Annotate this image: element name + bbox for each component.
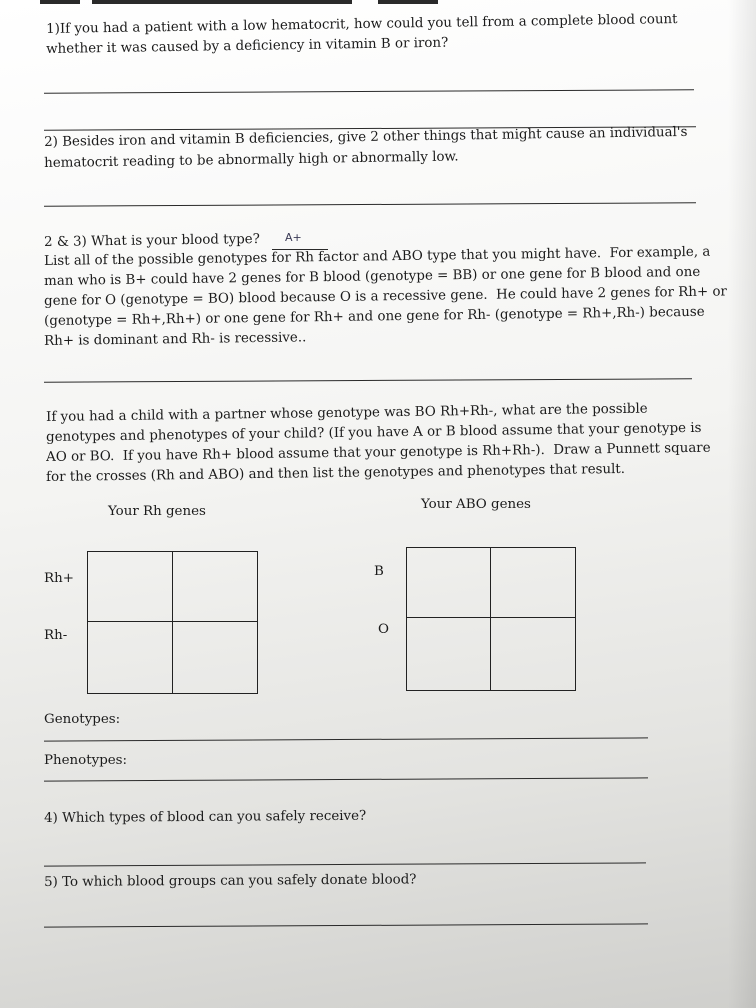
q3-line-4: (genotype = Rh+,Rh+) or one gene for Rh+ and one gene for Rh- (genotype = Rh+,Rh-) because — [44, 304, 705, 329]
punnett-line-4: for the crosses (Rh and ABO) and then list the genotypes and phenotypes that result. — [46, 461, 626, 485]
q3-line-3: gene for O (genotype = BO) blood because O is a recessive gene. He could have 2 genes for Rh+ or — [44, 284, 727, 309]
q2-answer-line[interactable] — [44, 202, 696, 206]
q5-answer-line[interactable] — [44, 923, 648, 927]
q3-line-5: Rh+ is dominant and Rh- is recessive.. — [44, 330, 307, 349]
abo-row-label-b: B — [374, 564, 384, 579]
q1-answer-line[interactable] — [44, 89, 694, 93]
top-header-remnant — [0, 0, 756, 6]
q3-line-1: List all of the possible genotypes for Rh factor and ABO type that you might have. For example, a — [44, 244, 711, 269]
genotypes-label: Genotypes: — [44, 712, 121, 727]
genotypes-answer-line[interactable] — [44, 737, 648, 741]
q2-line-1: 2) Besides iron and vitamin B deficiencies, give 2 other things that might cause an individual's — [44, 124, 688, 150]
punnett-line-3: AO or BO. If you have Rh+ blood assume that your genotype is Rh+Rh-). Draw a Punnett square — [46, 440, 711, 465]
q3-answer-line[interactable] — [44, 378, 692, 382]
punnett-line-2: genotypes and phenotypes of your child? (If you have A or B blood assume that your genotype is — [46, 420, 702, 445]
punnett-line-1: If you had a child with a partner whose genotype was BO Rh+Rh-, what are the possible — [46, 401, 648, 425]
rh-row-label-plus: Rh+ — [44, 571, 74, 586]
rh-row-label-minus: Rh- — [44, 628, 68, 643]
abo-genes-header: Your ABO genes — [421, 497, 531, 512]
page-edge-shadow — [728, 0, 756, 1008]
q3-prompt: 2 & 3) What is your blood type? — [44, 231, 260, 250]
q1-line-2: whether it was caused by a deficiency in vitamin B or iron? — [46, 35, 449, 57]
q3-line-2: man who is B+ could have 2 genes for B blood (genotype = BB) or one gene for B blood and one — [44, 264, 701, 289]
q4-answer-line[interactable] — [44, 862, 646, 866]
phenotypes-answer-line[interactable] — [44, 777, 648, 781]
rh-punnett-square[interactable] — [87, 551, 258, 694]
q5-text: 5) To which blood groups can you safely donate blood? — [44, 872, 417, 890]
q2-line-2: hematocrit reading to be abnormally high or abnormally low. — [44, 149, 459, 171]
q1-line-1: 1)If you had a patient with a low hematocrit, how could you tell from a complete blood count — [46, 12, 678, 37]
q4-text: 4) Which types of blood can you safely receive? — [44, 808, 367, 826]
phenotypes-label: Phenotypes: — [44, 753, 128, 768]
blood-type-answer: A+ — [285, 231, 302, 244]
rh-genes-header: Your Rh genes — [108, 504, 206, 519]
abo-row-label-o: O — [378, 622, 389, 637]
abo-punnett-square[interactable] — [406, 547, 576, 691]
